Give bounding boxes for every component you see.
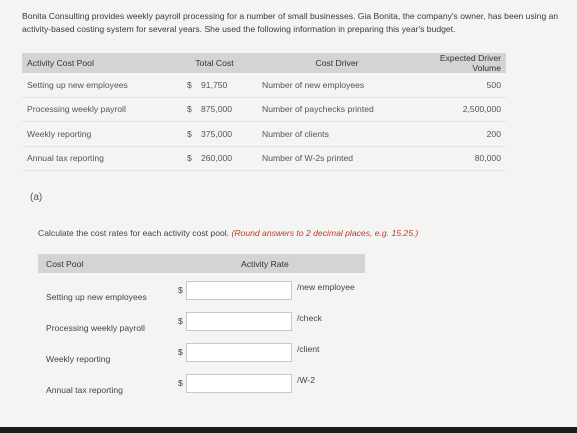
driver-volume: 500 <box>417 73 506 97</box>
cost-amount: 875,000 <box>201 104 233 115</box>
total-cost <box>172 73 257 97</box>
activity-cost-table <box>22 53 506 171</box>
header-cost-pool: Cost Pool <box>46 259 84 269</box>
header-activity-rate: Activity Rate <box>241 259 289 269</box>
unit-label: /new employee <box>297 282 355 292</box>
total-cost <box>172 146 257 171</box>
problem-intro: Bonita Consulting provides weekly payroll processing for a number of small businesses. Gia Bonita, the company's owner, has been using an activity-based costing system for several years. She used the following information in preparing this year's budget. <box>22 11 559 34</box>
cost-amount: 375,000 <box>201 128 233 139</box>
answer-row <box>38 366 365 397</box>
answer-row <box>38 335 365 366</box>
cost-amount: 91,750 <box>201 79 228 90</box>
rate-input-w2[interactable] <box>186 374 292 393</box>
dollar-sign: $ <box>178 316 183 326</box>
pool-name: Processing weekly payroll <box>22 97 172 122</box>
header-total-cost: Total Cost <box>172 53 257 73</box>
dollar-sign: $ <box>187 79 192 90</box>
cost-pool-label: Setting up new employees <box>46 292 147 302</box>
dollar-sign: $ <box>187 153 192 164</box>
total-cost <box>172 97 257 122</box>
table-row <box>22 97 506 122</box>
header-activity-cost-pool: Activity Cost Pool <box>22 53 172 73</box>
cost-pool-label: Weekly reporting <box>46 354 111 364</box>
unit-label: /check <box>297 313 322 323</box>
cost-driver: Number of W-2s printed <box>257 146 417 171</box>
table-row <box>22 146 506 171</box>
cost-driver: Number of paychecks printed <box>257 97 417 122</box>
rate-input-new-employee[interactable] <box>186 281 292 300</box>
dollar-sign: $ <box>178 285 183 295</box>
answer-row <box>38 304 365 335</box>
dollar-sign: $ <box>187 104 192 115</box>
rate-input-check[interactable] <box>186 312 292 331</box>
dollar-sign: $ <box>178 378 183 388</box>
unit-label: /W-2 <box>297 375 315 385</box>
header-expected-driver-volume: Expected Driver Volume <box>417 53 506 73</box>
cost-driver: Number of new employees <box>257 73 417 97</box>
header-cost-driver: Cost Driver <box>257 53 417 73</box>
answer-header <box>38 254 365 273</box>
instruction-text <box>38 228 418 238</box>
activity-rate-table <box>38 254 365 397</box>
unit-label: /client <box>297 344 320 354</box>
pool-name: Weekly reporting <box>22 122 172 147</box>
rate-input-client[interactable] <box>186 343 292 362</box>
screen-bottom-bezel <box>0 427 577 433</box>
pool-name: Setting up new employees <box>22 73 172 97</box>
table-header-row <box>22 53 506 73</box>
pool-name: Annual tax reporting <box>22 146 172 171</box>
answer-row <box>38 273 365 304</box>
driver-volume: 80,000 <box>417 146 506 171</box>
dollar-sign: $ <box>187 128 192 139</box>
cost-pool-label: Processing weekly payroll <box>46 323 145 333</box>
cost-amount: 260,000 <box>201 153 233 164</box>
part-label: (a) <box>30 192 43 203</box>
table-row <box>22 73 506 97</box>
dollar-sign: $ <box>178 347 183 357</box>
cost-driver: Number of clients <box>257 122 417 147</box>
total-cost <box>172 122 257 147</box>
table-row <box>22 122 506 147</box>
driver-volume: 200 <box>417 122 506 147</box>
instruction-main: Calculate the cost rates for each activity cost pool. <box>38 228 230 238</box>
driver-volume: 2,500,000 <box>417 97 506 122</box>
rounding-hint: (Round answers to 2 decimal places, e.g. 15.25.) <box>231 228 419 238</box>
cost-pool-label: Annual tax reporting <box>46 385 123 395</box>
